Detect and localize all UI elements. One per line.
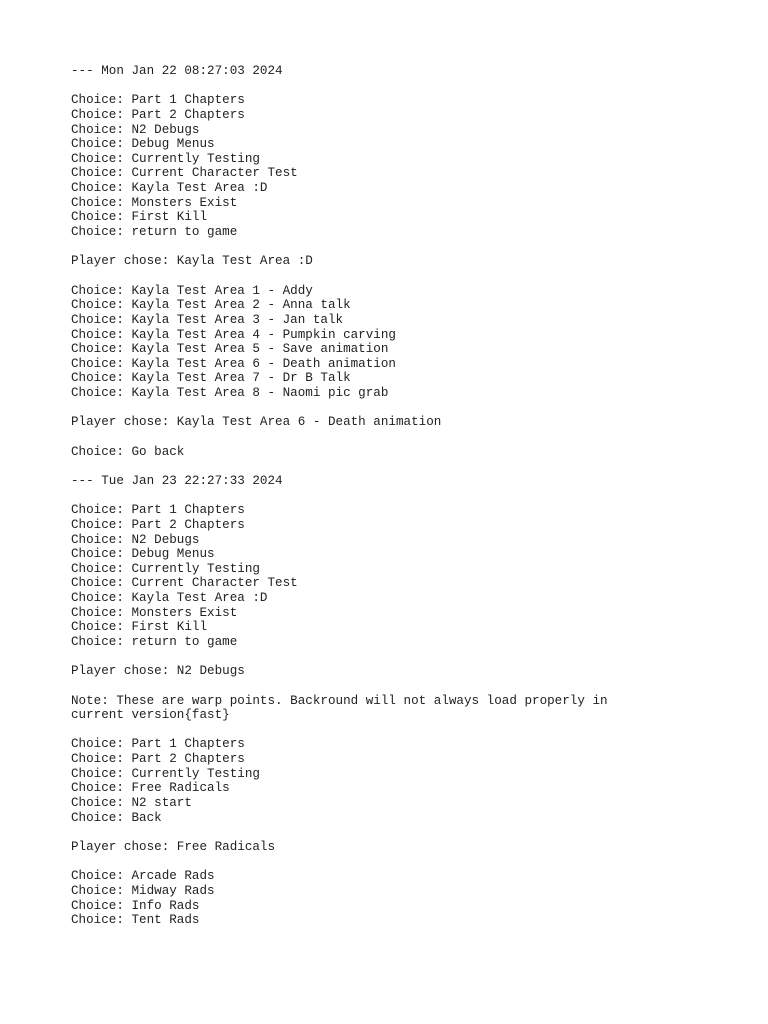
choice-line: Choice: Arcade Rads bbox=[71, 869, 215, 884]
log-block-player-chose bbox=[71, 254, 711, 269]
choice-line: Choice: Part 2 Chapters bbox=[71, 517, 245, 532]
log-block-player-chose bbox=[71, 415, 711, 430]
player-chose-line: Player chose: Kayla Test Area :D bbox=[71, 254, 313, 269]
choice-line: Choice: Part 2 Chapters bbox=[71, 752, 245, 767]
choice-line: Choice: Debug Menus bbox=[71, 137, 215, 152]
choice-line: Choice: Kayla Test Area 4 - Pumpkin carving bbox=[71, 327, 396, 342]
session-timestamp: --- Mon Jan 22 08:27:03 2024 bbox=[71, 64, 283, 78]
player-chose-line: Player chose: Kayla Test Area 6 - Death animation bbox=[71, 415, 442, 430]
log-block-timestamp bbox=[71, 474, 711, 489]
choice-line: Choice: Currently Testing bbox=[71, 151, 260, 166]
log-block-player-chose bbox=[71, 840, 711, 855]
choice-line: Choice: Kayla Test Area 6 - Death animation bbox=[71, 356, 396, 371]
note-line: current version{fast} bbox=[71, 708, 230, 723]
choice-line: Choice: N2 start bbox=[71, 796, 192, 811]
choice-line: Choice: Kayla Test Area 7 - Dr B Talk bbox=[71, 371, 351, 386]
choice-line: Choice: Free Radicals bbox=[71, 781, 230, 796]
choice-line: Choice: Info Rads bbox=[71, 898, 200, 913]
choice-line: Choice: Current Character Test bbox=[71, 166, 298, 181]
choice-line: Choice: Part 1 Chapters bbox=[71, 93, 245, 108]
choice-line: Choice: Monsters Exist bbox=[71, 195, 238, 210]
choice-line: Choice: Debug Menus bbox=[71, 547, 215, 562]
choice-line: Choice: First Kill bbox=[71, 210, 208, 225]
log-block-choices bbox=[71, 737, 711, 825]
choice-line: Choice: Kayla Test Area 8 - Naomi pic grab bbox=[71, 386, 389, 401]
choice-line: Choice: Kayla Test Area 3 - Jan talk bbox=[71, 312, 344, 327]
choice-line: Choice: Part 2 Chapters bbox=[71, 107, 245, 122]
choice-line: Choice: Part 1 Chapters bbox=[71, 737, 245, 752]
choice-line: Choice: Currently Testing bbox=[71, 561, 260, 576]
log-block-player-chose bbox=[71, 664, 711, 679]
note-line: Note: These are warp points. Backround will not always load properly in bbox=[71, 693, 608, 708]
choice-line: Choice: Kayla Test Area 1 - Addy bbox=[71, 283, 313, 298]
choice-line: Choice: N2 Debugs bbox=[71, 122, 200, 137]
log-block-note bbox=[71, 694, 711, 723]
player-chose-line: Player chose: N2 Debugs bbox=[71, 664, 245, 679]
choice-line: Choice: Part 1 Chapters bbox=[71, 503, 245, 518]
log-block-choices bbox=[71, 284, 711, 401]
choice-line: Choice: return to game bbox=[71, 225, 238, 240]
log-document bbox=[71, 64, 711, 928]
choice-line: Choice: N2 Debugs bbox=[71, 532, 200, 547]
session-timestamp: --- Tue Jan 23 22:27:33 2024 bbox=[71, 473, 283, 488]
log-block-choices bbox=[71, 869, 711, 928]
choice-line: Choice: Currently Testing bbox=[71, 766, 260, 781]
choice-line: Choice: Kayla Test Area 2 - Anna talk bbox=[71, 298, 351, 313]
log-block-timestamp bbox=[71, 64, 711, 79]
choice-line: Choice: Monsters Exist bbox=[71, 605, 238, 620]
choice-line: Choice: Go back bbox=[71, 444, 185, 459]
choice-line: Choice: Kayla Test Area :D bbox=[71, 591, 268, 606]
player-chose-line: Player chose: Free Radicals bbox=[71, 839, 276, 854]
log-block-choices bbox=[71, 503, 711, 649]
log-block-choices bbox=[71, 445, 711, 460]
choice-line: Choice: Tent Rads bbox=[71, 913, 200, 928]
choice-line: Choice: Midway Rads bbox=[71, 883, 215, 898]
choice-line: Choice: return to game bbox=[71, 634, 238, 649]
choice-line: Choice: First Kill bbox=[71, 620, 208, 635]
choice-line: Choice: Kayla Test Area :D bbox=[71, 181, 268, 196]
choice-line: Choice: Kayla Test Area 5 - Save animation bbox=[71, 342, 389, 357]
choice-line: Choice: Back bbox=[71, 810, 162, 825]
log-block-choices bbox=[71, 93, 711, 239]
choice-line: Choice: Current Character Test bbox=[71, 576, 298, 591]
